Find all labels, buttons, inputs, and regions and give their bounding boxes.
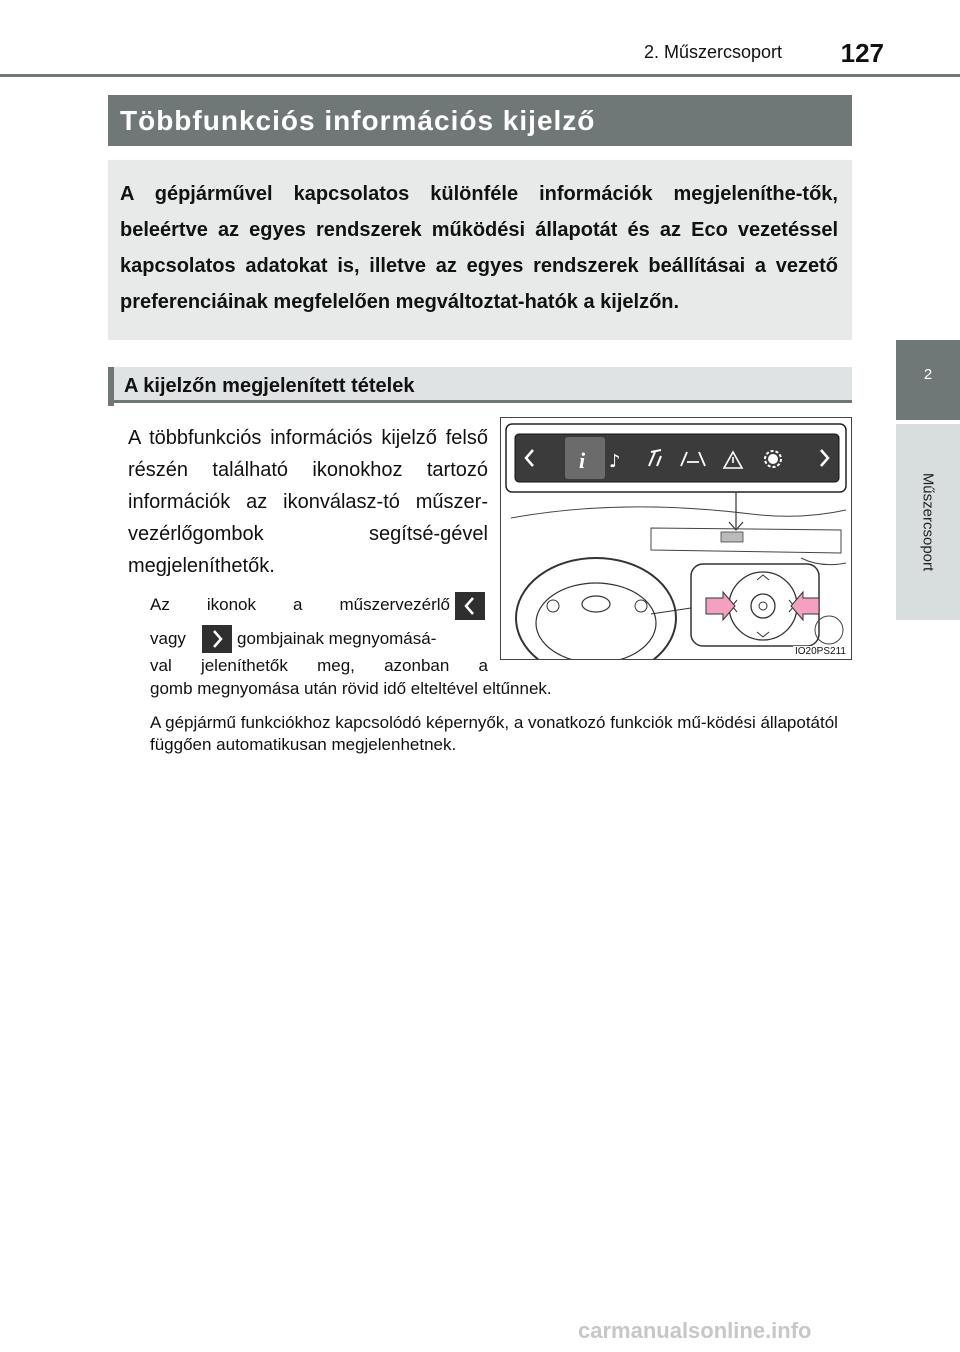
note-line-1: Az ikonok a műszervezérlő [150,595,450,614]
note-line-2-pre: vagy [150,629,186,648]
chevron-right-button-icon [202,625,232,653]
info-icon [579,448,586,473]
page-number: 127 [840,38,884,68]
note-line-2-post: gombjainak megnyomásá- [237,629,437,648]
watermark: carmanualsonline.info [578,1318,812,1343]
running-header-section: 2. Műszercsoport [643,42,782,62]
chapter-tab-number[interactable]: 2 [896,340,960,420]
note-paragraph: A gépjármű funkciókhoz kapcsolódó képernyők, a vonatkozó funkciók mű-ködési állapotától függően automatikusan megjelenhetnek. [150,713,838,754]
note-line-4: gomb megnyomása után rövid idő elteltével eltűnnek. [150,679,552,698]
figure-code: IO20PS211 [795,646,846,657]
chapter-tab-label[interactable] [896,424,960,620]
dashboard-illustration [500,417,852,660]
music-note-icon [609,451,621,472]
header-rule [0,74,960,77]
svg-text:♪: ♪ [609,451,621,472]
note-line-3: val jeleníthetők meg, azonban a [150,656,488,675]
svg-text:i: i [579,448,586,473]
subheading: A kijelzőn megjelenített tételek [108,367,852,403]
body-paragraph: A többfunkciós információs kijelző felső részén található ikonokhoz tartozó információk az ikonválasz-tó műszer-vezérlőgombok segítsé-gével megjeleníthetők. [128,427,488,577]
intro-paragraph: A gépjárművel kapcsolatos különféle információk megjeleníthe-tők, beleértve az egyes rendszerek működési állapotát és az Eco vezetéssel kapcsolatos adatokat is, illetve az egyes rendszerek beállításai a vezető preferenciáinak megfelelően megváltoztat-hatók a kijelzőn. [108,160,852,340]
chevron-left-button-icon [455,592,485,620]
section-title: Többfunkciós információs kijelző [108,95,852,146]
chapter-tab-label-text: Műszercsoport [919,472,937,572]
